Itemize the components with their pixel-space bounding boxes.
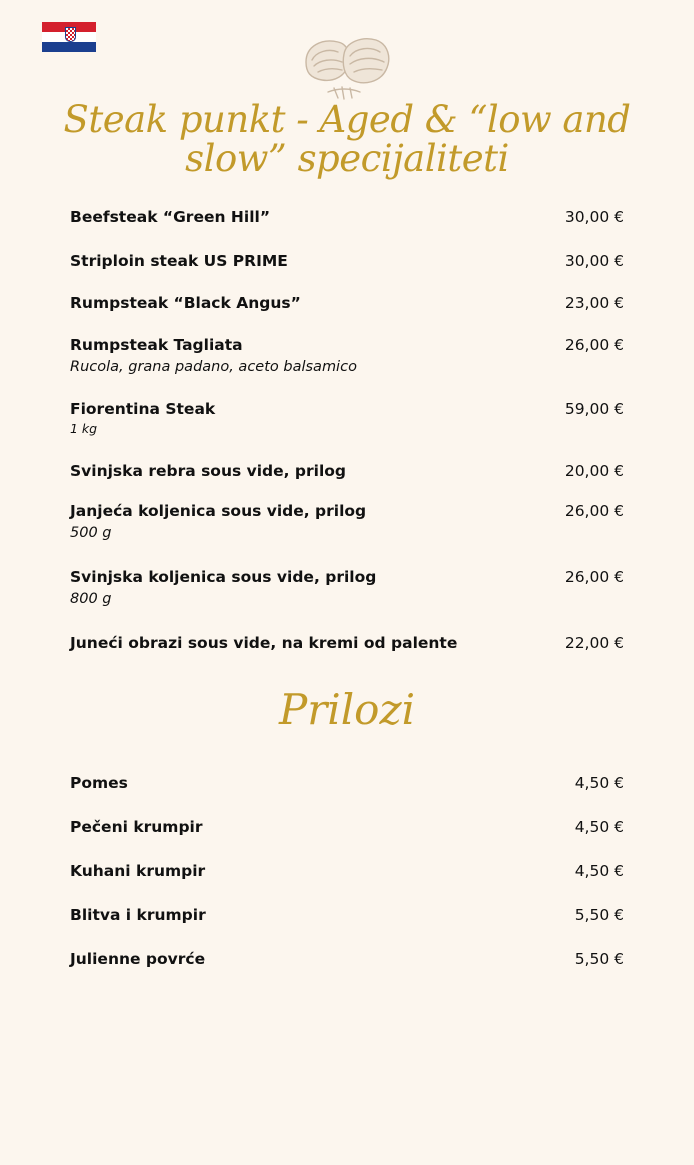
- menu-item: [70, 461, 624, 481]
- menu-item: [70, 817, 624, 837]
- section-title-sides: Prilozi: [278, 685, 416, 734]
- item-price: 30,00 €: [564, 252, 624, 270]
- item-price: 30,00 €: [564, 208, 624, 226]
- item-description: 500 g: [70, 525, 112, 541]
- item-name: Pomes: [70, 774, 128, 792]
- item-price: 5,50 €: [574, 950, 624, 968]
- item-price: 20,00 €: [564, 462, 624, 480]
- item-name: Pečeni krumpir: [70, 818, 203, 836]
- menu-item: [70, 335, 624, 377]
- menu-item: [70, 773, 624, 793]
- item-name: Juneći obrazi sous vide, na kremi od palente: [70, 634, 458, 652]
- item-price: 4,50 €: [574, 818, 624, 836]
- menu-item: [70, 293, 624, 313]
- menu-item: [70, 207, 624, 227]
- item-name: Julienne povrće: [70, 950, 206, 968]
- item-price: 4,50 €: [574, 862, 624, 880]
- item-name: Beefsteak “Green Hill”: [70, 208, 271, 226]
- steak-illustration: [298, 32, 396, 104]
- item-price: 5,50 €: [574, 906, 624, 924]
- item-price: 4,50 €: [574, 774, 624, 792]
- menu-item: [70, 905, 624, 925]
- croatian-flag-icon[interactable]: [42, 22, 96, 52]
- item-name: Janjeća koljenica sous vide, prilog: [70, 502, 367, 520]
- item-description: Rucola, grana padano, aceto balsamico: [70, 359, 357, 375]
- page-title: Steak punkt - Aged & “low and slow” specijaliteti: [63, 98, 631, 180]
- item-name: Rumpsteak Tagliata: [70, 336, 243, 354]
- item-price: 26,00 €: [564, 568, 624, 586]
- item-name: Kuhani krumpir: [70, 862, 206, 880]
- menu-item: [70, 633, 624, 653]
- item-name: Striploin steak US PRIME: [70, 252, 288, 270]
- item-name: Svinjska koljenica sous vide, prilog: [70, 568, 377, 586]
- menu-item: [70, 501, 624, 543]
- item-price: 23,00 €: [564, 294, 624, 312]
- menu-item: [70, 399, 624, 437]
- item-price: 26,00 €: [564, 336, 624, 354]
- item-description: 800 g: [70, 591, 112, 607]
- menu-item: [70, 861, 624, 881]
- item-name: Svinjska rebra sous vide, prilog: [70, 462, 347, 480]
- menu-item: [70, 567, 624, 609]
- item-name: Fiorentina Steak: [70, 400, 216, 418]
- item-description: 1 kg: [70, 421, 98, 436]
- menu-item: [70, 949, 624, 969]
- item-name: Rumpsteak “Black Angus”: [70, 294, 301, 312]
- item-name: Blitva i krumpir: [70, 906, 206, 924]
- item-price: 22,00 €: [564, 634, 624, 652]
- item-price: 59,00 €: [564, 400, 624, 418]
- menu-item: [70, 251, 624, 271]
- item-price: 26,00 €: [564, 502, 624, 520]
